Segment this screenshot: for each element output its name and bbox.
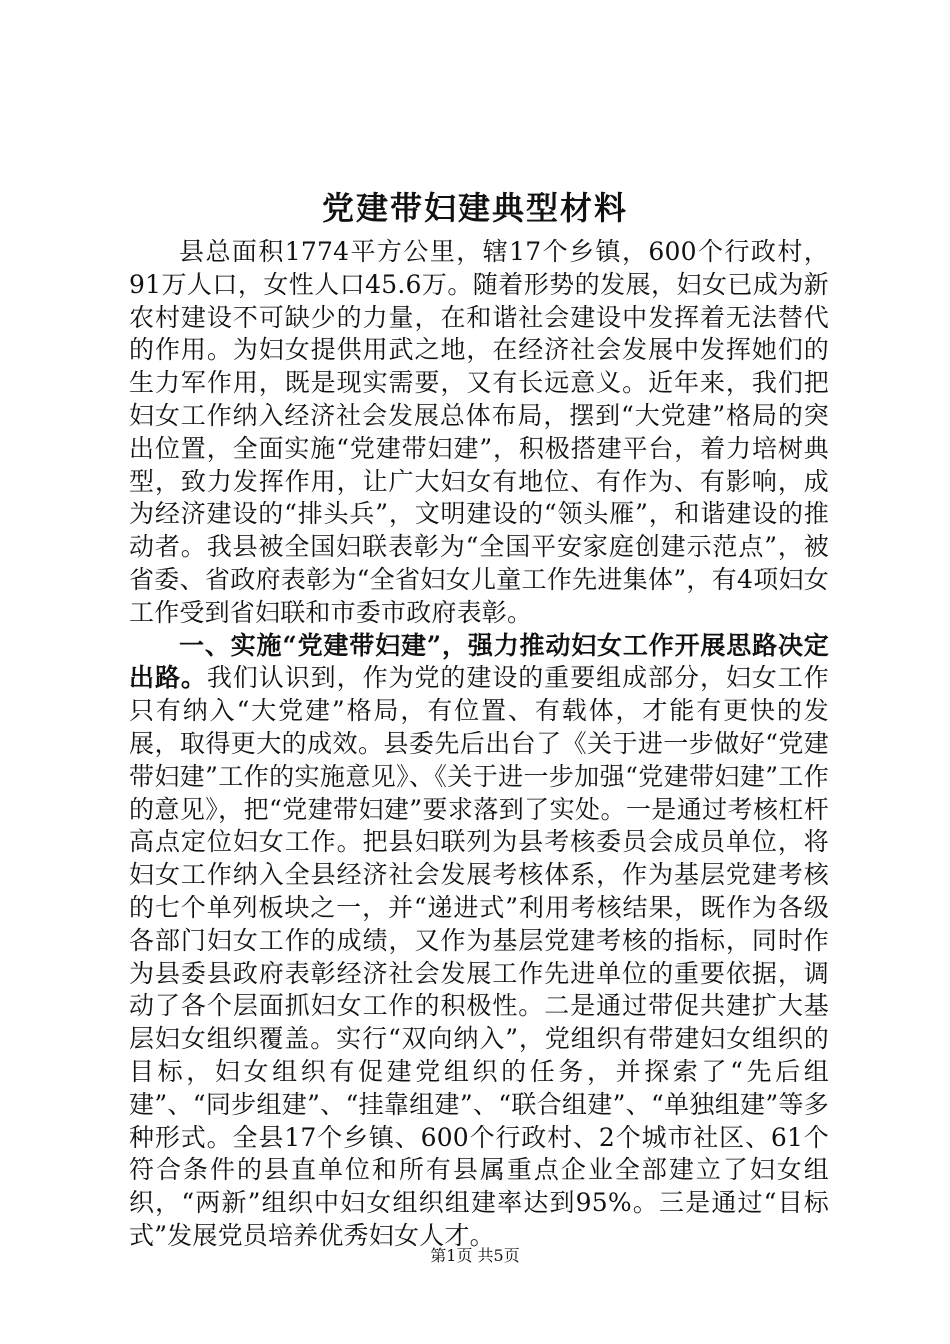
section-one-heading: 一、实施“党建带妇建”，强力推动妇女工作开展思路决定出路。 <box>129 630 829 693</box>
intro-paragraph <box>129 236 829 630</box>
section-one-paragraph <box>129 630 829 1253</box>
section-one-text: 我们认识到，作为党的建设的重要组成部分，妇女工作只有纳入“大党建”格局，有位置、有载体，才能有更快的发展，取得更大的成效。县委先后出台了《关于进一步做好“党建带妇建”工作的实施意见》、《关于进一步加强“党建带妇建”工作的意见》，把“党建带妇建”要求落到了实处。一是通过考核杠杆高点定位妇女工作。把县妇联列为县考核委员会成员单位，将妇女工作纳入全县经济社会发展考核体系，作为基层党建考核的七个单列板块之一，并“递进式”利用考核结果，既作为各级各部门妇女工作的成绩，又作为基层党建考核的指标，同时作为县委县政府表彰经济社会发展工作先进单位的重要依据，调动了各个层面抓妇女工作的积极性。二是通过带促共建扩大基层妇女组织覆盖。实行“双向纳入”，党组织有带建妇女组织的目标，妇女组织有促建党组织的任务，并探索了“先后组建”、“同步组建”、“挂靠组建”、“联合组建”、“单独组建”等多种形式。全县17个乡镇、600个行政村、2个城市社区、61个符合条件的县直单位和所有县属重点企业全部建立了妇女组织，“两新”组织中妇女组织组建率达到95%。三是通过“目标式”发展党员培养优秀妇女人才。 <box>129 663 829 1250</box>
document-title: 党建带妇建典型材料 <box>321 189 628 227</box>
page-number-footer: 第1页 共5页 <box>430 1246 520 1265</box>
intro-paragraph-text: 县总面积1774平方公里，辖17个乡镇，600个行政村，91万人口，女性人口45.6万。随着形势的发展，妇女已成为新农村建设不可缺少的力量，在和谐社会建设中发挥着无法替代的作用。为妇女提供用武之地，在经济社会发展中发挥她们的生力军作用，既是现实需要，又有长远意义。近年来，我们把妇女工作纳入经济社会发展总体布局，摆到“大党建”格局的突出位置，全面实施“党建带妇建”，积极搭建平台，着力培树典型，致力发挥作用，让广大妇女有地位、有作为、有影响，成为经济建设的“排头兵”，文明建设的“领头雁”，和谐建设的推动者。我县被全国妇联表彰为“全国平安家庭创建示范点”，被省委、省政府表彰为“全省妇女儿童工作先进集体”，有4项妇女工作受到省妇联和市委市政府表彰。 <box>129 237 829 627</box>
document-body <box>129 236 829 1253</box>
